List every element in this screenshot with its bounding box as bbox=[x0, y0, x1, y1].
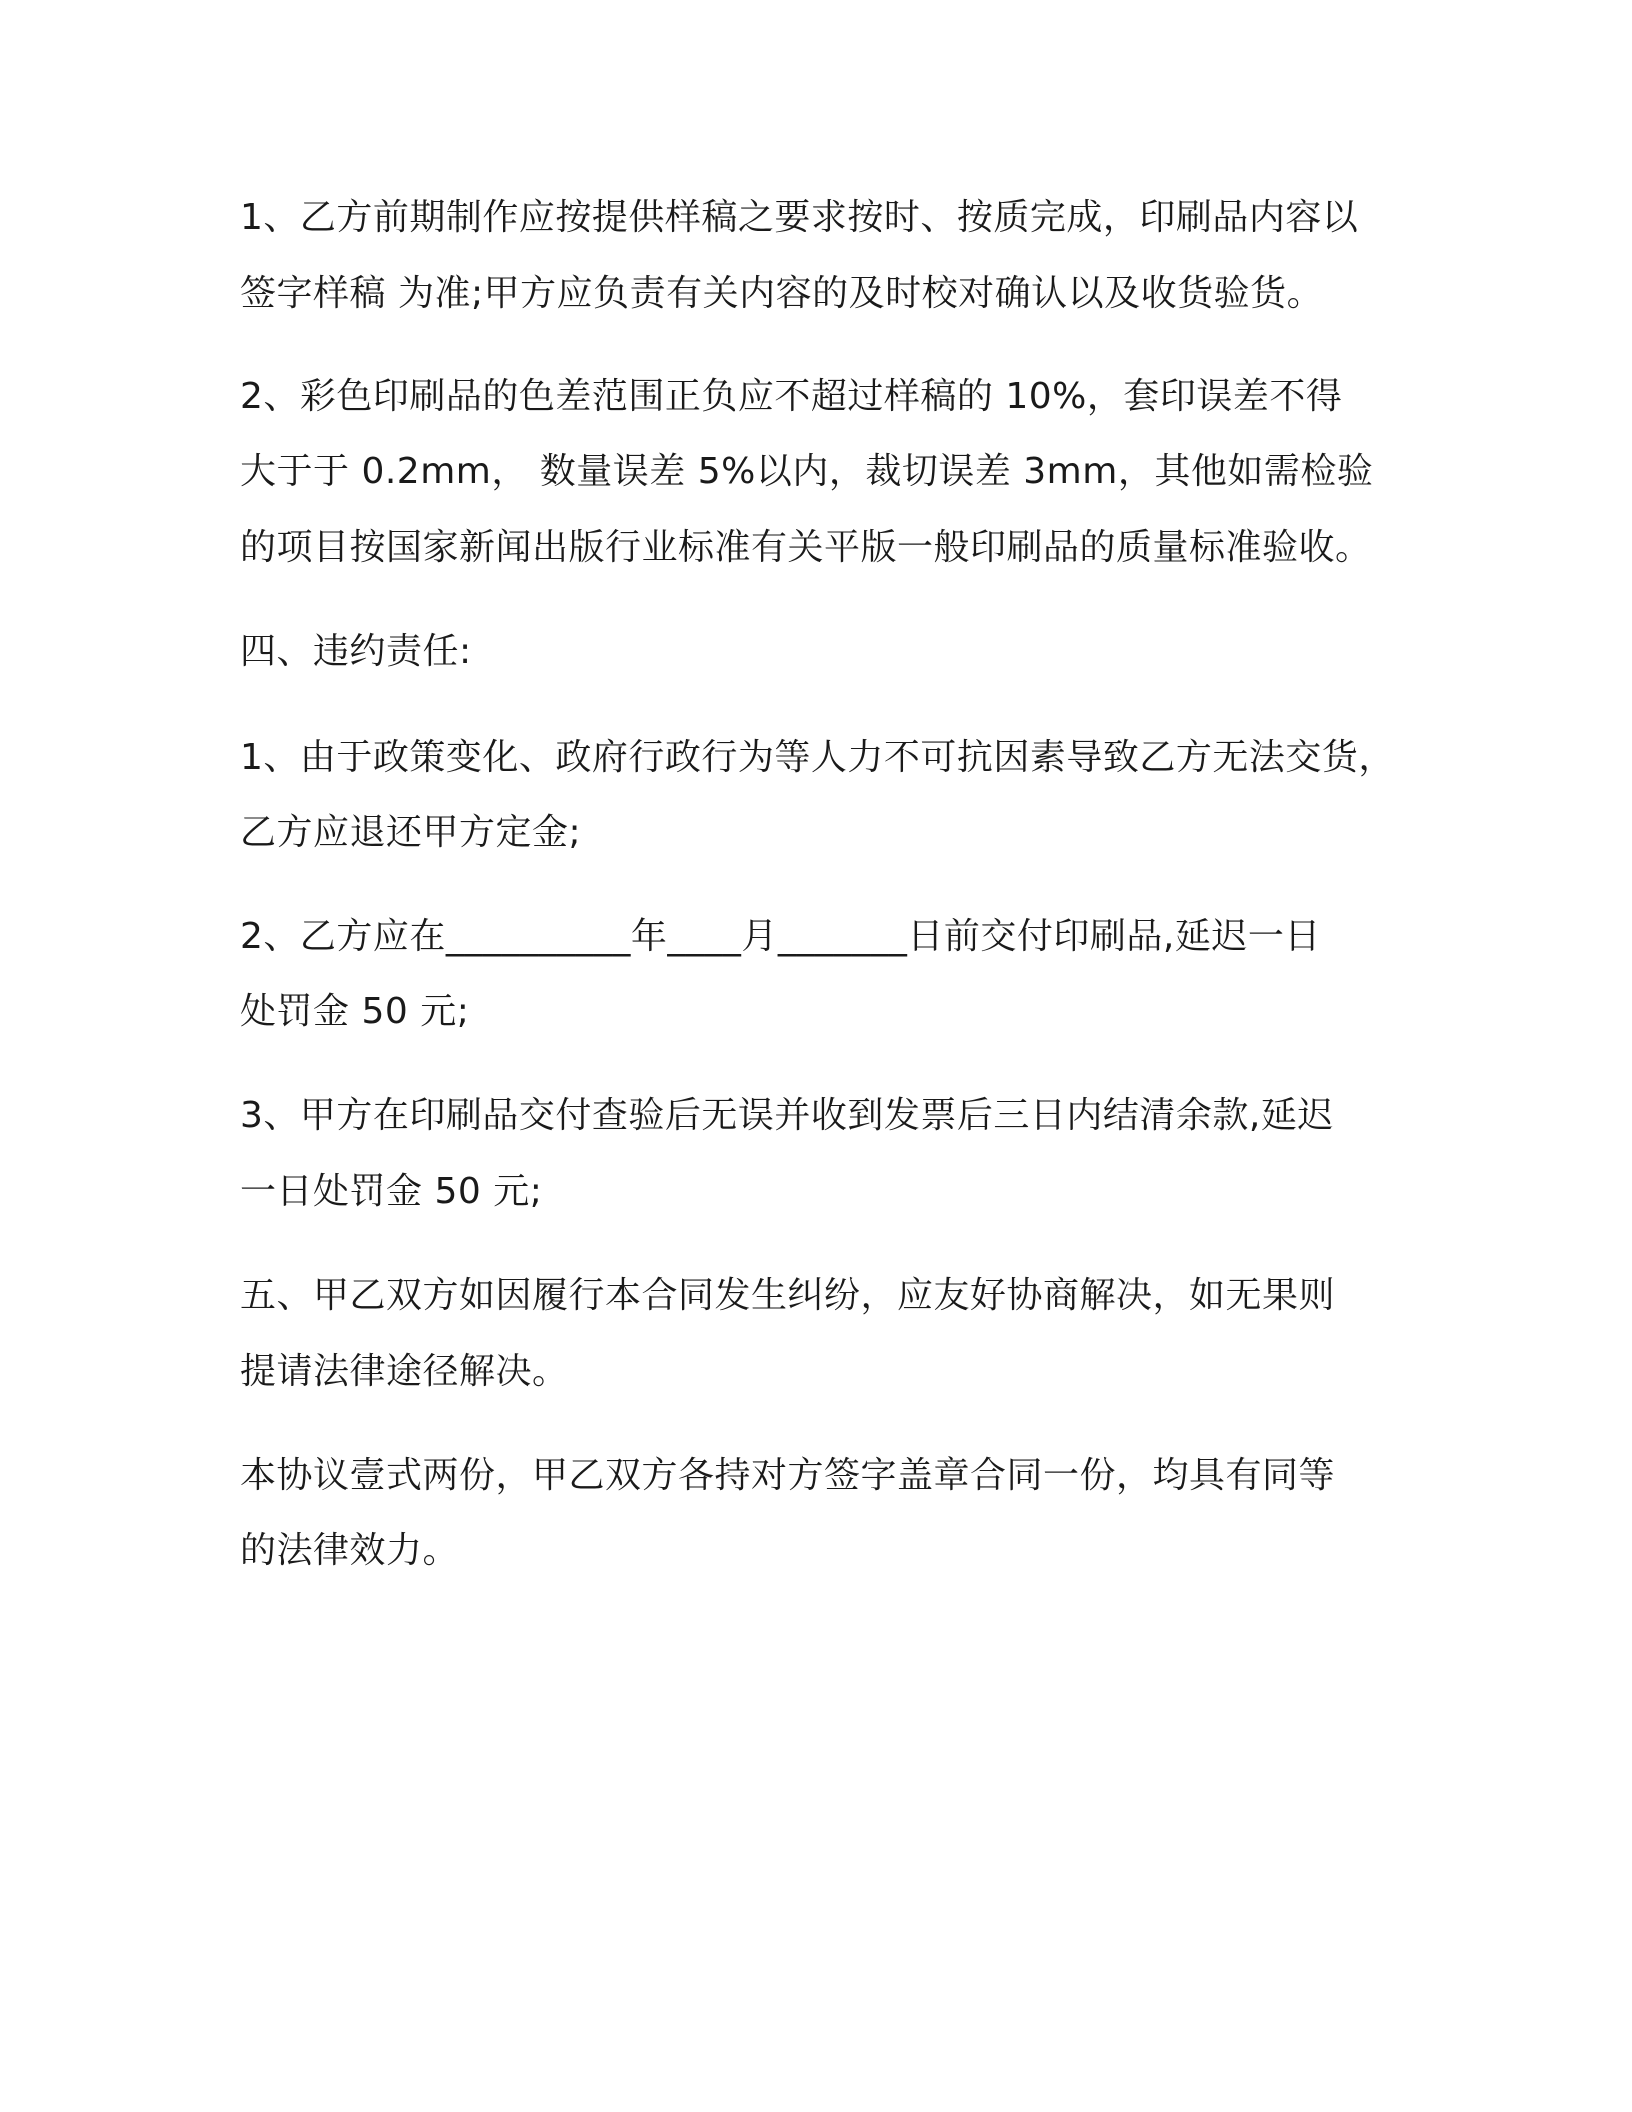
clause-1-line-1: 1、乙方前期制作应按提供样稿之要求按时、按质完成，印刷品内容以 bbox=[240, 197, 1359, 238]
breach-clause-2-line-1: 2、乙方应在__________年____月_______日前交付印刷品,延迟一日 bbox=[240, 916, 1321, 957]
section-five-line-2: 提请法律途径解决。 bbox=[240, 1351, 569, 1392]
breach-clause-1-line-2: 乙方应退还甲方定金; bbox=[240, 812, 582, 853]
closing-clause-line-1: 本协议壹式两份，甲乙双方各持对方签字盖章合同一份，均具有同等 bbox=[240, 1455, 1336, 1496]
clause-2-line-3: 的项目按国家新闻出版行业标准有关平版一般印刷品的质量标准验收。 bbox=[240, 527, 1372, 568]
section-heading-breach: 四、违约责任: bbox=[240, 631, 472, 672]
breach-clause-3-line-2: 一日处罚金 50 元; bbox=[240, 1171, 543, 1212]
closing-clause-line-2: 的法律效力。 bbox=[240, 1530, 460, 1571]
clause-1-line-2: 签字样稿 为准;甲方应负责有关内容的及时校对确认以及收货验货。 bbox=[240, 273, 1324, 314]
breach-clause-3-line-1: 3、甲方在印刷品交付查验后无误并收到发票后三日内结清余款,延迟 bbox=[240, 1095, 1334, 1136]
clause-2-line-2: 大于于 0.2mm， 数量误差 5%以内，裁切误差 3mm，其他如需检验 bbox=[240, 451, 1374, 492]
breach-clause-1-line-1: 1、由于政策变化、政府行政行为等人力不可抗因素导致乙方无法交货， bbox=[240, 737, 1395, 778]
breach-clause-2-line-2: 处罚金 50 元; bbox=[240, 991, 470, 1032]
section-five-line-1: 五、甲乙双方如因履行本合同发生纠纷，应友好协商解决，如无果则 bbox=[240, 1275, 1336, 1316]
clause-2-line-1: 2、彩色印刷品的色差范围正负应不超过样稿的 10%，套印误差不得 bbox=[240, 376, 1343, 417]
